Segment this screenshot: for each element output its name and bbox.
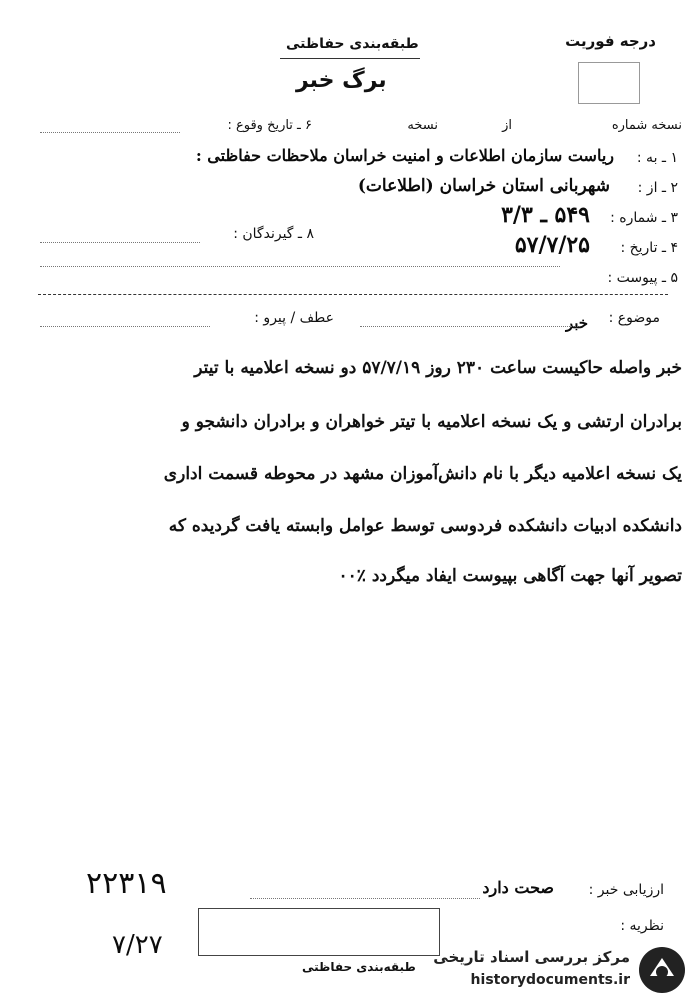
watermark-url: historydocuments.ir [470, 972, 630, 988]
watermark-org: مرکز بررسی اسناد تاریخی [433, 948, 630, 966]
event-date-dots [40, 132, 180, 133]
ref-label: عطف / پیرو : [254, 310, 334, 326]
priority-label: درجه فوریت [565, 32, 656, 50]
classification-top-underline [280, 58, 420, 59]
classification-stamp-box [198, 908, 440, 956]
ref-dots [40, 326, 210, 327]
attachment-label: ۵ ـ پیوست : [607, 270, 678, 286]
margin-note-2: ۷/۲۷ [112, 930, 163, 960]
number-value: ۵۴۹ ـ ۳/۳ [501, 202, 590, 228]
header-separator [38, 294, 668, 295]
date-label: ۴ ـ تاریخ : [620, 240, 678, 256]
subject-label: موضوع : [608, 310, 660, 326]
classification-bottom: طبقه‌بندی حفاظتی [302, 960, 416, 974]
subject-value: خبر [565, 314, 588, 332]
to-label: ۱ ـ به : [636, 150, 678, 166]
priority-stamp-box [578, 62, 640, 104]
body-line: خبر واصله حاکیست ساعت ۲۳۰ روز ۵۷/۷/۱۹ دو نسخه اعلامیه با تیتر [194, 358, 682, 378]
recipients-dots [40, 242, 200, 243]
copy-word: نسخه [407, 118, 438, 133]
margin-note-1: ۲۲۳۱۹ [86, 866, 167, 901]
evaluation-value: صحت دارد [482, 878, 554, 897]
evaluation-label: ارزیابی خبر : [588, 882, 664, 898]
number-label: ۳ ـ شماره : [610, 210, 678, 226]
subject-dots [360, 326, 580, 327]
copy-of: از [502, 118, 512, 133]
event-date-label: ۶ ـ تاریخ وقوع : [227, 118, 312, 133]
watermark-logo-icon [636, 944, 688, 996]
attachment-dots [40, 266, 560, 267]
recipients-label: ۸ ـ گیرندگان : [233, 226, 314, 242]
from-label: ۲ ـ از : [637, 180, 678, 196]
classification-top: طبقه‌بندی حفاظتی [286, 36, 419, 52]
form-title: برگ خبر [296, 68, 387, 93]
body-line: یک نسخه اعلامیه دیگر با نام دانش‌آموزان مشهد در محوطه قسمت اداری [163, 464, 682, 484]
from-value: شهربانی استان خراسان (اطلاعات) [357, 176, 610, 196]
body-line: تصویر آنها جهت آگاهی بپیوست ایفاد میگردد ٪۰۰ [338, 566, 682, 586]
evaluation-dots [250, 898, 480, 899]
date-value: ۵۷/۷/۲۵ [514, 232, 590, 258]
opinion-label: نظریه : [620, 918, 664, 934]
body-line: برادران ارتشی و یک نسخه اعلامیه با تیتر خواهران و برادران دانشجو و [181, 412, 682, 432]
body-line: دانشکده ادبیات دانشکده فردوسی توسط عوامل وابسته یافت گردیده که [168, 516, 682, 536]
to-value: ریاست سازمان اطلاعات و امنیت خراسان ملاحظات حفاظتی : [195, 146, 614, 165]
copy-number-label: نسخه شماره [611, 118, 682, 133]
